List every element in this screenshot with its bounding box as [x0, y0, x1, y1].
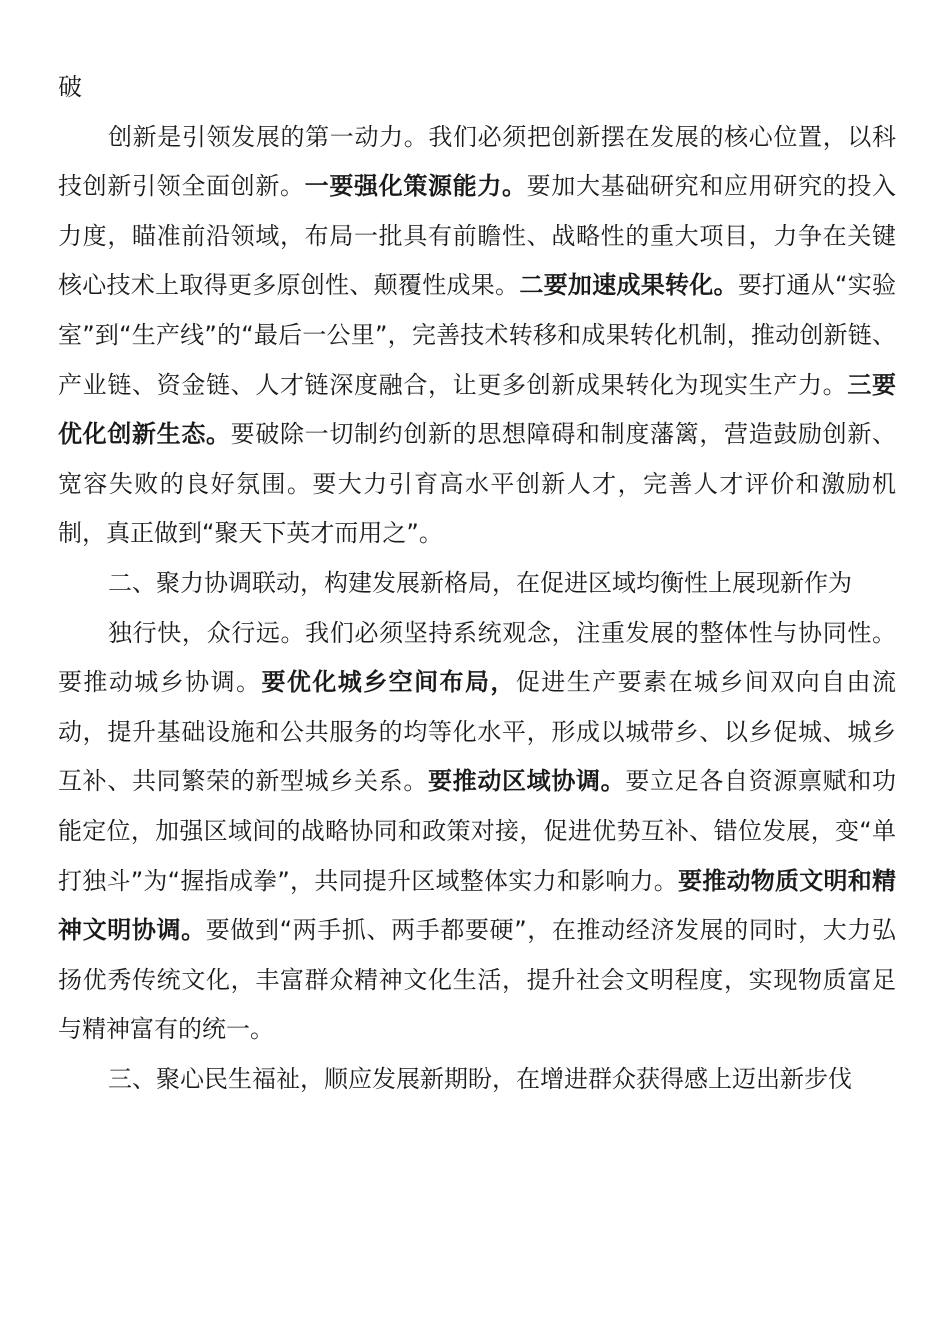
p2-bold-civilization: 要推动物质文明和精神文明协调。 — [58, 866, 897, 945]
p2-text-6: 要做到“两手抓、两手都要硬”，在推动经济发展的同时，大力弘扬优秀传统文化，丰富群众精神文化生活，提升社会文明程度，实现物质富足与精神富有的统一。 — [58, 916, 896, 1044]
heading-section-2: 二、聚力协调联动，构建发展新格局，在促进区域均衡性上展现新作为 — [108, 568, 852, 597]
p2-text-4: 要立足各自资源禀赋和功能定位，加强区域间的战略协同和政策对接，促进优势互补、错位发展，变“单打独斗”为“握指成拳”，共同提升区域整体实力和影响力。 — [58, 767, 897, 895]
p2-bold-urban-rural: 要优化城乡空间布局， — [261, 668, 516, 697]
p1-text-0: 创新是引领发展的第一动力。我们必须把创新摆在发展的核心位置，以科技创新引领全面创新。 — [58, 122, 896, 201]
p1-text-6: 要破除一切制约创新的思想障碍和制度藩篱，营造鼓励创新、宽容失败的良好氛围。要大力引育高水平创新人才，完善人才评价和激励机制，真正做到“聚天下英才而用之”。 — [58, 420, 897, 548]
p1-bold-optimize-ecology: 三要优化创新生态。 — [58, 370, 897, 449]
p1-bold-accelerate-transfer: 二要加速成果转化。 — [519, 271, 738, 300]
p1-text-4: 要打通从“实验室”到“生产线”的“最后一公里”，完善技术转移和成果转化机制，推动创新链、产业链、资金链、人才链深度融合，让更多创新成果转化为现实生产力。 — [58, 271, 896, 399]
heading-section-3: 三、聚心民生福祉，顺应发展新期盼，在增进群众获得感上迈出新步伐 — [108, 1064, 852, 1093]
p1-text-2: 要加大基础研究和应用研究的投入力度，瞄准前沿领域，布局一批具有前瞻性、战略性的重大项目，力争在关键核心技术上取得更多原创性、颠覆性成果。 — [58, 172, 897, 300]
p2-text-0: 独行快，众行远。我们必须坚持系统观念，注重发展的整体性与协同性。要推动城乡协调。 — [58, 618, 896, 697]
p2-bold-regional: 要推动区域协调。 — [428, 767, 626, 796]
paragraph-coordination — [58, 609, 896, 1055]
heading-fragment: 破 — [58, 73, 82, 101]
p2-text-2: 促进生产要素在城乡间双向自由流动，提升基础设施和公共服务的均等化水平，形成以城带乡、以乡促城、城乡互补、共同繁荣的新型城乡关系。 — [58, 668, 896, 796]
document-body — [58, 63, 896, 1104]
paragraph-innovation — [58, 113, 896, 559]
p1-bold-strengthen-source: 一要强化策源能力。 — [304, 172, 527, 201]
